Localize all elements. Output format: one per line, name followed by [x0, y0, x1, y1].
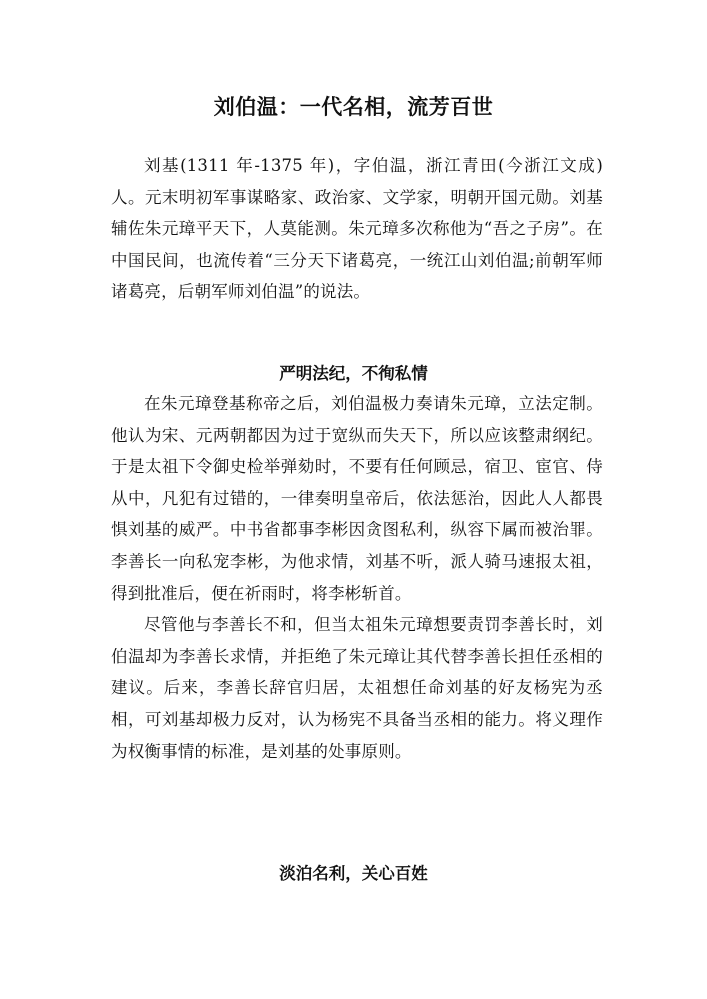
section-heading-fame: 淡泊名利，关心百姓 — [279, 864, 428, 883]
section-heading-discipline: 严明法纪，不徇私情 — [279, 364, 428, 383]
intro-block — [111, 150, 603, 308]
paragraph: 尽管他与李善长不和，但当太祖朱元璋想要责罚李善长时，刘伯温却为李善长求情，并拒绝了朱元璋让其代替李善长担任丞相的建议。后来，李善长辞官归居，太祖想任命刘基的好友杨宪为丞相，可刘基却极力反对，认为杨宪不具备当丞相的能力。将义理作为权衡事情的标准，是刘基的处事原则。 — [111, 615, 603, 761]
page-title: 刘伯温：一代名相，流芳百世 — [213, 94, 494, 119]
section-discipline-body — [111, 388, 603, 767]
paragraph: 在朱元璋登基称帝之后，刘伯温极力奏请朱元璋，立法定制。他认为宋、元两朝都因为过于宽纵而失天下，所以应该整肃纲纪。于是太祖下令御史检举弹劾时，不要有任何顾忌，宿卫、宦官、侍从中，凡犯有过错的，一律奏明皇帝后，依法惩治，因此人人都畏惧刘基的威严。中书省都事李彬因贪图私利，纵容下属而被治罪。李善长一向私宠李彬，为他求情，刘基不听，派人骑马速报太祖，得到批准后，便在祈雨时，将李彬斩首。 — [111, 394, 603, 603]
intro-paragraph: 刘基(1311 年-1375 年)，字伯温，浙江青田(今浙江文成)人。元末明初军事谋略家、政治家、文学家，明朝开国元勋。刘基辅佐朱元璋平天下，人莫能测。朱元璋多次称他为“吾之子房”。在中国民间，也流传着“三分天下诸葛亮，一统江山刘伯温;前朝军师诸葛亮，后朝军师刘伯温”的说法。 — [111, 156, 603, 302]
